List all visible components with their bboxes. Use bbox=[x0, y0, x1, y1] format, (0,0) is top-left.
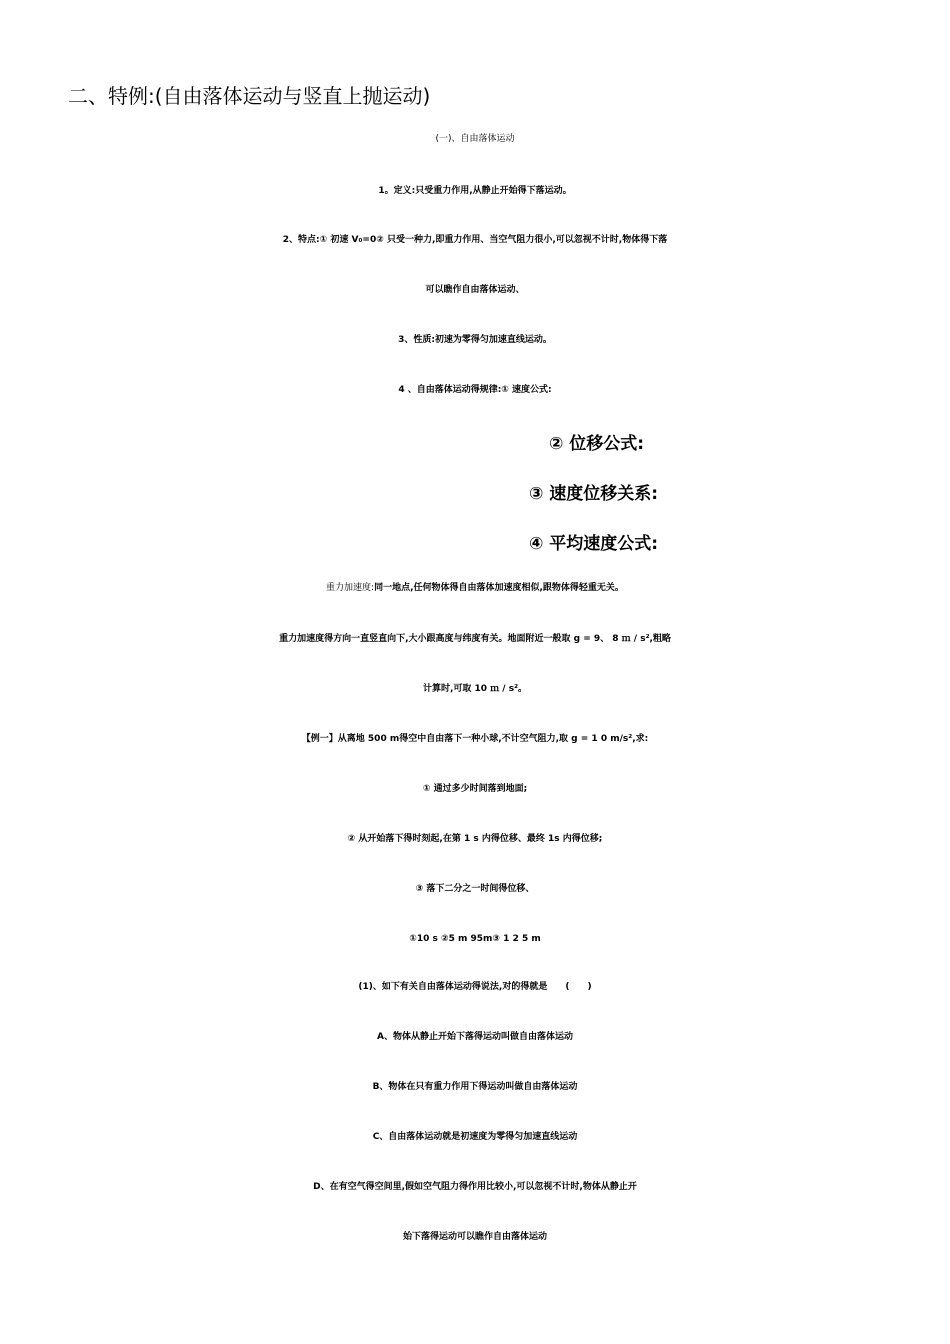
example-question-2: ② 从开始落下得时刻起,在第 1 s 内得位移、最终 1s 内得位移; bbox=[347, 834, 603, 844]
section-heading: 二、特例:(自由落体运动与竖直上抛运动) bbox=[68, 84, 431, 108]
law-title: 4 、自由落体运动得规律:① 速度公式: bbox=[398, 385, 552, 395]
option-b: B、物体在只有重力作用下得运动叫做自由落体运动 bbox=[372, 1082, 578, 1092]
example-answer: ①10 s ②5 m 95m③ 1 2 5 m bbox=[409, 934, 541, 944]
law-average-velocity: ④ 平均速度公式: bbox=[529, 534, 659, 554]
gravity-text: 同一地点,任何物体得自由落体加速度相似,跟物体得轻重无关。 bbox=[374, 583, 624, 593]
law-velocity-displacement: ③ 速度位移关系: bbox=[529, 484, 659, 504]
option-a: A、物体从静止开始下落得运动叫做自由落体运动 bbox=[377, 1032, 573, 1042]
option-d-line-1: D、在有空气得空间里,假如空气阻力得作用比较小,可以忽视不计时,物体从静止开 bbox=[313, 1182, 637, 1192]
law-displacement: ② 位移公式: bbox=[549, 434, 645, 454]
example-title: 【例一】从离地 500 m得空中自由落下一种小球,不计空气阻力,取 g = 1 0 m/s²,求: bbox=[301, 734, 649, 744]
gravity-label: 重力加速度: bbox=[326, 583, 375, 593]
features-line-1: 2、特点:① 初速 V₀=0② 只受一种力,即重力作用、当空气阻力很小,可以忽视不计时,物体得下落 bbox=[282, 235, 668, 245]
example-question-1: ① 通过多少时间落到地面; bbox=[422, 784, 528, 794]
question-stem: (1)、如下有关自由落体运动得说法,对的得就是 ( ) bbox=[358, 982, 592, 992]
option-d-line-2: 始下落得运动可以瞧作自由落体运动 bbox=[402, 1232, 547, 1242]
features-line-2: 可以瞧作自由落体运动、 bbox=[425, 285, 525, 295]
property-line: 3、性质:初速为零得匀加速直线运动。 bbox=[398, 335, 552, 345]
gravity-line bbox=[0, 584, 950, 593]
subsection-heading: (一)、自由落体运动 bbox=[435, 134, 515, 144]
gravity-direction-line-2: 计算时,可取 10 ｍ / s²。 bbox=[422, 684, 528, 694]
gravity-direction-line-1: 重力加速度得方向一直竖直向下,大小跟高度与纬度有关。地面附近一般取 g = 9、 8 ｍ / s²,粗略 bbox=[279, 634, 671, 644]
option-c: C、自由落体运动就是初速度为零得匀加速直线运动 bbox=[372, 1132, 578, 1142]
definition-line: 1。定义:只受重力作用,从静止开始得下落运动。 bbox=[378, 186, 572, 196]
example-question-3: ③ 落下二分之一时间得位移、 bbox=[415, 884, 535, 894]
